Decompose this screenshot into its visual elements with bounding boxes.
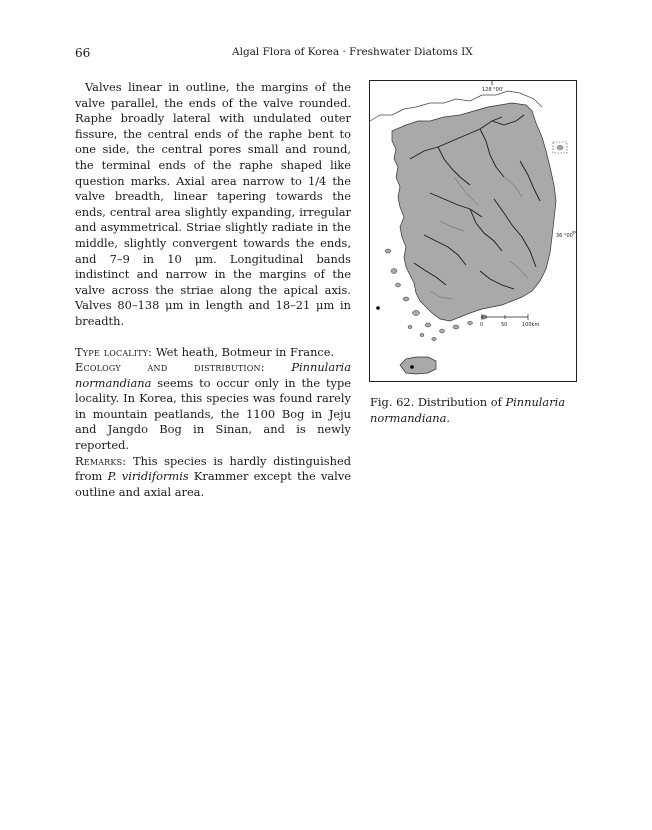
distribution-map	[369, 80, 577, 382]
remarks-paragraph	[75, 454, 351, 501]
description-paragraph: Valves linear in outline, the margins of the valve parallel, the ends of the valve rounded. Raphe broadly lateral with undulated outer fissure, the central ends of the raphe bent to one side, the central pores small and round, the terminal ends of the raphe shaped like question marks. Axial area narrow to 1/4 the valve breadth, linear tapering towards the ends, central area slightly expanding, irregular and asymmetrical. Striae slightly radiate in the middle, slightly convergent towards the ends, and 7–9 in 10 μm. Longitudinal bands indistinct and narrow in the margins of the valve across the striae along the apical axis. Valves 80–138 μm in length and 18–21 μm in breadth.	[75, 80, 351, 328]
species-text-column	[75, 80, 351, 500]
longitude-label: 128 °00'	[482, 87, 504, 93]
ecology-paragraph	[75, 360, 351, 454]
type-locality-label: Type locality:	[75, 344, 153, 359]
type-locality-text: Wet heath, Botmeur in France.	[155, 344, 335, 359]
remarks-text-after: Krammer except the valve outline and axial area.	[75, 469, 351, 499]
jeju-island	[400, 357, 436, 374]
remarks-species-name: P. viridiformis	[107, 469, 189, 484]
ecology-label: Ecology and distribution:	[75, 360, 265, 375]
scale-bar	[482, 314, 528, 320]
caption-species-name: Pinnularia normandiana	[370, 395, 566, 425]
page-number: 66	[75, 46, 91, 60]
type-locality-paragraph	[75, 345, 351, 361]
scale-label-50: 50	[501, 322, 508, 328]
remarks-label: Remarks:	[75, 453, 127, 468]
locality-dot-jeju	[410, 365, 414, 369]
locality-dot-sinan	[376, 306, 380, 310]
ecology-species-name: Pinnularia normandiana	[75, 360, 351, 390]
figure-caption	[370, 395, 582, 426]
remarks-text-before: This species is hardly distinguished from	[75, 453, 351, 484]
ecology-text: seems to occur only in the type locality. In Korea, this species was found rarely in mountain peatlands, the 1100 Bog in Jeju and Jangdo Bog in Sinan, and is newly reported.	[75, 375, 352, 453]
korea-map-svg	[370, 81, 576, 381]
caption-prefix: Fig. 62. Distribution of	[370, 395, 502, 409]
latitude-label: 36 °00'	[556, 233, 575, 239]
scale-label-100: 100km	[522, 322, 540, 328]
caption-suffix: .	[446, 410, 451, 425]
scale-label-0: 0	[480, 322, 484, 328]
running-title: Algal Flora of Korea · Freshwater Diatoms IX	[232, 46, 473, 58]
